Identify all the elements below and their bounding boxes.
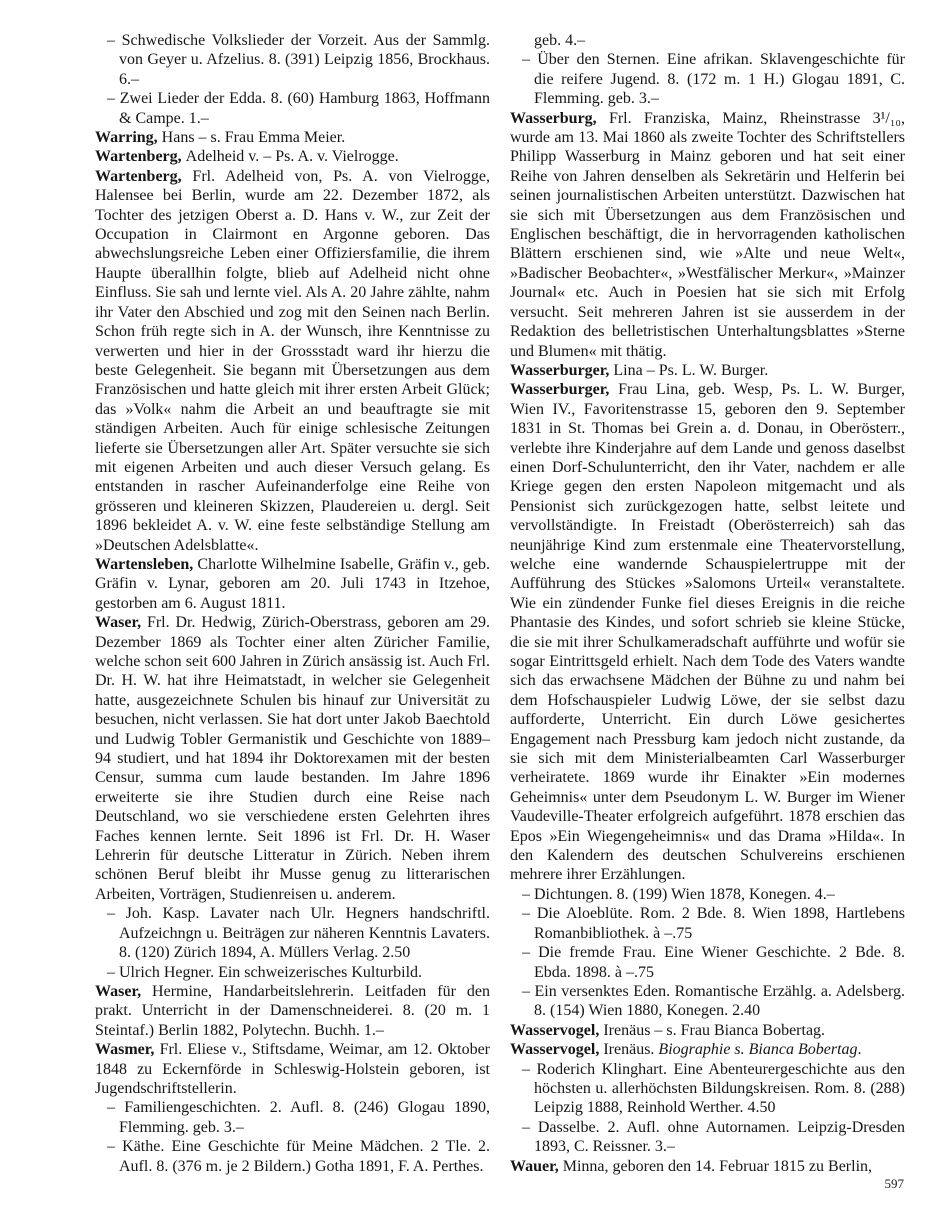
entry-headword: Wartenberg, xyxy=(95,167,193,185)
entry-headword: Wasservogel, xyxy=(510,1021,604,1039)
lexicon-entry: Wauer, Minna, geboren den 14. Februar 1815 zu Berlin, xyxy=(510,1157,873,1175)
column-left xyxy=(95,31,490,1176)
lexicon-entry: Wartenberg, Frl. Adelheid von, Ps. A. von Vielrogge, Halensee bei Berlin, wurde am 22. Dezember 1872, als Tochter des jetzigen Oberst a. D. Hans v. W., zur Zeit der Occupation in Clairmont en Argonne geboren. Das abwechslungsreiche Leben einer Offiziersfamilie, die ihrem Haupte überallhin folgte, blieb auf Adelheid nicht ohne Einfluss. Sie sah und lernte viel. Als A. 20 Jahre zählte, nahm ihr Vater den Abschied und zog mit den Seinen nach Berlin. Schon früh regte sich in A. der Wunsch, ihre Kenntnisse zu verwerten und hier in der Grossstadt ward ihr hierzu die beste Gelegenheit. Sie begann mit Übersetzungen aus dem Französischen und hatte gleich mit ihrer ersten Arbeit Glück; das »Volk« nahm die Arbeit an und beauftragte sie mit ständigen Arbeiten. Auch für einige schlesische Zeitungen lieferte sie Übersetzungen aller Art. Später versuchte sie sich mit eigenen Arbeiten und auch dieser Versuch gelang. Es entstanden in rascher Aufeinanderfolge eine Reihe von grösseren und kleineren Skizzen, Plaudereien u. dergl. Seit 1896 bekleidet A. v. W. eine feste selbständige Stellung am »Deutschen Adelsblatte«. xyxy=(95,167,490,554)
lexicon-entry: Waser, Frl. Dr. Hedwig, Zürich-Oberstrass, geboren am 29. Dezember 1869 als Tochter einer alten Züricher Familie, welche schon seit 600 Jahren in Zürich ansässig ist. Auch Frl. Dr. H. W. hat ihre Heimatstadt, in welcher sie Gelegenheit hatte, ausgezeichnete Schulen bis hinauf zur Universität zu besuchen, nicht verlassen. Sie hat dort unter Jakob Baechtold und Ludwig Tobler Germanistik und Geschichte von 1889–94 studiert, und hat 1894 ihr Doktorexamen mit der besten Censur, summa cum laude bestanden. Im Jahre 1896 erweiterte sie ihre Studien durch eine Reise nach Deutschland, wo sie verschiedene ersten Gelehrten ihres Faches kennen lernte. Seit 1896 ist Frl. Dr. H. Waser Lehrerin für deutsche Litteratur in Zürich. Neben ihrem schönen Beruf bleibt ihr Musse genug zu litterarischen Arbeiten, Vorträgen, Studienreisen u. anderem. xyxy=(95,614,491,903)
lexicon-entry: Wasserburger, Lina – Ps. L. W. Burger. xyxy=(510,361,769,379)
entry-headword: Wasserburger, xyxy=(510,361,614,379)
continuation-text: geb. 4.– xyxy=(534,32,586,49)
lexicon-entry: Wasservogel, Irenäus. Biographie s. Bianca Bobertag. xyxy=(510,1041,862,1059)
bibliography-item: – Roderich Klinghart. Eine Abenteurergeschichte aus den höchsten u. allerhöchsten Bildungskreisen. Rom. 8. (288) Leipzig 1888, Reinhold Werther. 4.50 xyxy=(522,1060,905,1117)
bibliography-item: – Joh. Kasp. Lavater nach Ulr. Hegners handschriftl. Aufzeichngn u. Beiträgen zur näheren Kenntnis Lavaters. 8. (120) Zürich 1894, A. Müllers Verlag. 2.50 xyxy=(107,905,490,962)
bibliography-item: – Familiengeschichten. 2. Aufl. 8. (246) Glogau 1890, Flemming. geb. 3.– xyxy=(107,1099,490,1136)
lexicon-entry: Wartensleben, Charlotte Wilhelmine Isabelle, Gräfin v., geb. Gräfin v. Lynar, geboren am 20. Juli 1743 in Itzehoe, gestorben am 6. August 1811. xyxy=(95,555,491,612)
entry-headword: Wasserburg, xyxy=(510,109,609,127)
entry-headword: Wauer, xyxy=(510,1157,563,1175)
lexicon-entry: Waser, Hermine, Handarbeitslehrerin. Leitfaden für den prakt. Unterricht in der Damenschneiderei. 8. (20 m. 1 Steintaf.) Berlin 1882, Polytechn. Buchh. 1.– xyxy=(95,982,490,1039)
lexicon-entry: Wartenberg, Adelheid v. – Ps. A. v. Vielrogge. xyxy=(95,148,399,166)
entry-headword: Warring, xyxy=(95,129,162,147)
entry-headword: Wartensleben, xyxy=(95,555,198,573)
text-columns xyxy=(95,31,905,1176)
bibliography-item: – Schwedische Volkslieder der Vorzeit. Aus der Sammlg. von Geyer u. Afzelius. 8. (391) Leipzig 1856, Brockhaus. 6.– xyxy=(107,32,490,88)
entry-headword: Waser, xyxy=(95,614,147,632)
bibliography-item: – Zwei Lieder der Edda. 8. (60) Hamburg 1863, Hoffmann & Campe. 1.– xyxy=(107,90,490,127)
bibliography-item: – Über den Sternen. Eine afrikan. Sklavengeschichte für die reifere Jugend. 8. (172 m. 1 H.) Glogau 1891, C. Flemming. geb. 3.– xyxy=(522,51,905,108)
bibliography-item: – Die Aloeblüte. Rom. 2 Bde. 8. Wien 1898, Hartlebens Romanbibliothek. à –.75 xyxy=(522,905,905,942)
lexicon-entry: Wasservogel, Irenäus – s. Frau Bianca Bobertag. xyxy=(510,1021,826,1039)
entry-headword: Wasservogel, xyxy=(510,1041,604,1059)
lexicon-entry: Warring, Hans – s. Frau Emma Meier. xyxy=(95,129,346,147)
entry-headword: Wartenberg, xyxy=(95,148,186,166)
bibliography-item: – Käthe. Eine Geschichte für Meine Mädchen. 2 Tle. 2. Aufl. 8. (376 m. je 2 Bildern.) Gotha 1891, F. A. Perthes. xyxy=(107,1138,490,1175)
lexicon-entry: Wasserburg, Frl. Franziska, Mainz, Rheinstrasse 3¹/₁₀, wurde am 13. Mai 1860 als zweite Tochter des Schriftstellers Philipp Wasserburg in Mainz geboren und hat seit einer Reihe von Jahren denselben als Sekretärin und Helferin bei seinen journalistischen Arbeiten unterstützt. Dazwischen hat sie sich mit Übersetzungen aus dem Französischen und Englischen beschäftigt, die in hervorragenden katholischen Blättern erschienen sind, wie »Alte und neue Welt«, »Badischer Beobachter«, »Westfälischer Merkur«, »Mainzer Journal« etc. Auch in Poesien hat sie sich mit Erfolg versucht. Seit mehreren Jahren ist sie ausserdem in der Redaktion des belletristischen Unterhaltungsblattes »Sterne und Blumen« mit thätig. xyxy=(510,109,905,360)
lexicon-entry: Wasmer, Frl. Eliese v., Stiftsdame, Weimar, am 12. Oktober 1848 zu Eckernförde in Schleswig-Holstein geboren, ist Jugendschriftstellerin. xyxy=(95,1041,491,1097)
bibliography-item: – Die fremde Frau. Eine Wiener Geschichte. 2 Bde. 8. Ebda. 1898. à –.75 xyxy=(522,944,905,981)
column-right xyxy=(510,31,905,1176)
page-number: 597 xyxy=(884,1176,904,1191)
lexicon-entry: Wasserburger, Frau Lina, geb. Wesp, Ps. L. W. Burger, Wien IV., Favoritenstrasse 15, geboren den 9. September 1831 in St. Thomas bei Grein a. d. Donau, in Oberösterr., verlebte ihre Kinderjahre auf dem Lande und genoss daselbst einen Dorf-Schulunterricht, den ihr Vater, nachdem er alle Kriege gegen den ersten Napoleon mitgemacht und als Pensionist sich zurückgezogen hatte, selbst leitete und vervollständigte. In Freistadt (Oberösterreich) sah das neunjährige Kind zum erstenmale eine Theatervorstellung, welche eine wandernde Schauspielertruppe mit der Aufführung des Stückes »Salomons Urteil« veranstaltete. Wie ein zündender Funke fiel dieses Ereignis in die reiche Phantasie des Kindes, und sofort schrieb sie kleine Stücke, die sie mit ihrer Schulkameradschaft aufführte und wofür sie sogar Eintrittsgeld erhielt. Nach dem Tode des Vaters wandte sich das erwachsene Mädchen der Bühne zu und nahm bei dem Hofschauspieler Ludwig Löwe, der sie selbst dazu aufforderte, Unterricht. Ein durch Löwe gesichertes Engagement nach Pressburg kam jedoch nicht zustande, da sie sich mit dem Ministerialbeamten Carl Wasserburger verheiratete. 1869 wurde ihr Einakter »Ein modernes Geheimnis« unter dem Pseudonym L. W. Burger im Wiener Vaudeville-Theater erfolgreich aufgeführt. 1878 erschien das Epos »Ein Wiegengeheimnis« und das Drama »Hilda«. In den Kalendern des deutschen Schulvereins erschienen mehrere ihrer Erzählungen. xyxy=(510,381,905,884)
entry-headword: Waser, xyxy=(95,982,153,1000)
italic-reference: Biographie s. Bianca Bobertag xyxy=(658,1041,858,1059)
bibliography-item: – Ein versenktes Eden. Romantische Erzählg. a. Adelsberg. 8. (154) Wien 1880, Konegen. 2.40 xyxy=(522,982,905,1020)
entry-headword: Wasserburger, xyxy=(510,381,619,399)
bibliography-item: – Ulrich Hegner. Ein schweizerisches Kulturbild. xyxy=(107,963,423,981)
bibliography-item: – Dasselbe. 2. Aufl. ohne Autornamen. Leipzig-Dresden 1893, C. Reissner. 3.– xyxy=(522,1118,905,1156)
entry-headword: Wasmer, xyxy=(95,1041,160,1059)
bibliography-item: – Dichtungen. 8. (199) Wien 1878, Konegen. 4.– xyxy=(522,885,835,903)
